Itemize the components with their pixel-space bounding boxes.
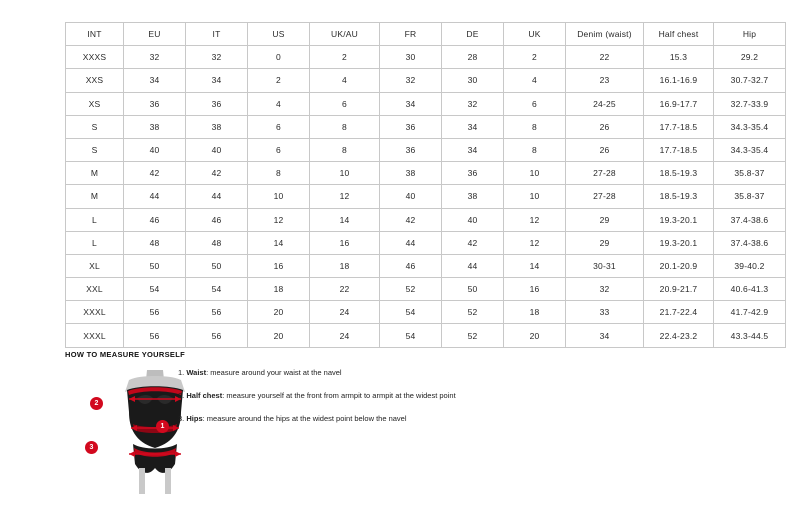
cell-half-chest: 19.3-20.1 xyxy=(644,208,714,231)
table-header-row xyxy=(66,23,786,46)
cell-de: 52 xyxy=(442,301,504,324)
table-row xyxy=(66,46,786,69)
cell-hip: 39-40.2 xyxy=(714,254,786,277)
measure-note-waist xyxy=(178,368,608,377)
cell-us: 6 xyxy=(248,115,310,138)
cell-half-chest: 17.7-18.5 xyxy=(644,138,714,161)
cell-fr: 38 xyxy=(380,162,442,185)
cell-denim-waist: 22 xyxy=(566,46,644,69)
note-text: : measure around the hips at the widest point below the navel xyxy=(202,414,407,423)
cell-fr: 44 xyxy=(380,231,442,254)
cell-eu: 56 xyxy=(124,324,186,347)
table-body xyxy=(66,46,786,347)
cell-hip: 41.7-42.9 xyxy=(714,301,786,324)
cell-ukau: 12 xyxy=(310,185,380,208)
measure-note-hips xyxy=(178,414,608,423)
cell-uk: 10 xyxy=(504,162,566,185)
cell-half-chest: 15.3 xyxy=(644,46,714,69)
cell-ukau: 24 xyxy=(310,324,380,347)
cell-half-chest: 17.7-18.5 xyxy=(644,115,714,138)
cell-fr: 40 xyxy=(380,185,442,208)
table-header xyxy=(66,23,786,46)
cell-de: 30 xyxy=(442,69,504,92)
cell-de: 42 xyxy=(442,231,504,254)
cell-de: 52 xyxy=(442,324,504,347)
table-row xyxy=(66,208,786,231)
cell-eu: 50 xyxy=(124,254,186,277)
cell-us: 10 xyxy=(248,185,310,208)
cell-it: 36 xyxy=(186,92,248,115)
table-row xyxy=(66,162,786,185)
cell-it: 32 xyxy=(186,46,248,69)
cell-ukau: 24 xyxy=(310,301,380,324)
cell-it: 50 xyxy=(186,254,248,277)
cell-uk: 6 xyxy=(504,92,566,115)
cell-int: M xyxy=(66,162,124,185)
note-text: : measure around your waist at the navel xyxy=(206,368,342,377)
cell-int: S xyxy=(66,138,124,161)
cell-us: 8 xyxy=(248,162,310,185)
cell-half-chest: 16.1-16.9 xyxy=(644,69,714,92)
cell-half-chest: 19.3-20.1 xyxy=(644,231,714,254)
cell-int: XXL xyxy=(66,278,124,301)
cell-us: 12 xyxy=(248,208,310,231)
cell-denim-waist: 23 xyxy=(566,69,644,92)
cell-int: XXXS xyxy=(66,46,124,69)
table-row xyxy=(66,231,786,254)
cell-uk: 8 xyxy=(504,138,566,161)
cell-half-chest: 20.9-21.7 xyxy=(644,278,714,301)
size-table-container xyxy=(65,22,769,348)
cell-de: 50 xyxy=(442,278,504,301)
cell-half-chest: 16.9-17.7 xyxy=(644,92,714,115)
cell-hip: 30.7-32.7 xyxy=(714,69,786,92)
cell-eu: 38 xyxy=(124,115,186,138)
note-term: Half chest xyxy=(186,391,223,400)
cell-fr: 34 xyxy=(380,92,442,115)
table-row xyxy=(66,301,786,324)
table-row xyxy=(66,92,786,115)
cell-us: 18 xyxy=(248,278,310,301)
note-text: : measure yourself at the front from armpit to armpit at the widest point xyxy=(222,391,456,400)
cell-ukau: 6 xyxy=(310,92,380,115)
cell-denim-waist: 30-31 xyxy=(566,254,644,277)
cell-int: XXXL xyxy=(66,324,124,347)
table-row xyxy=(66,324,786,347)
cell-int: S xyxy=(66,115,124,138)
size-conversion-table xyxy=(65,22,786,348)
cell-denim-waist: 24-25 xyxy=(566,92,644,115)
how-to-measure-title: HOW TO MEASURE YOURSELF xyxy=(65,350,185,359)
cell-denim-waist: 27-28 xyxy=(566,162,644,185)
column-header-half-chest: Half chest xyxy=(644,23,714,46)
cell-us: 0 xyxy=(248,46,310,69)
cell-half-chest: 20.1-20.9 xyxy=(644,254,714,277)
cell-ukau: 14 xyxy=(310,208,380,231)
cell-int: XXXL xyxy=(66,301,124,324)
table-row xyxy=(66,115,786,138)
cell-it: 38 xyxy=(186,115,248,138)
cell-eu: 48 xyxy=(124,231,186,254)
cell-it: 44 xyxy=(186,185,248,208)
cell-us: 16 xyxy=(248,254,310,277)
cell-de: 32 xyxy=(442,92,504,115)
cell-fr: 30 xyxy=(380,46,442,69)
note-number: 3. xyxy=(178,414,185,423)
column-header-uk: UK xyxy=(504,23,566,46)
cell-int: XXS xyxy=(66,69,124,92)
cell-fr: 54 xyxy=(380,324,442,347)
measure-note-half-chest xyxy=(178,391,608,400)
cell-it: 40 xyxy=(186,138,248,161)
cell-fr: 46 xyxy=(380,254,442,277)
cell-eu: 44 xyxy=(124,185,186,208)
cell-ukau: 10 xyxy=(310,162,380,185)
cell-it: 42 xyxy=(186,162,248,185)
cell-eu: 42 xyxy=(124,162,186,185)
badge-half-chest: 2 xyxy=(90,397,103,410)
cell-hip: 29.2 xyxy=(714,46,786,69)
cell-denim-waist: 29 xyxy=(566,208,644,231)
cell-us: 4 xyxy=(248,92,310,115)
column-header-ukau: UK/AU xyxy=(310,23,380,46)
column-header-fr: FR xyxy=(380,23,442,46)
cell-ukau: 2 xyxy=(310,46,380,69)
cell-de: 28 xyxy=(442,46,504,69)
cell-int: L xyxy=(66,208,124,231)
cell-hip: 40.6-41.3 xyxy=(714,278,786,301)
cell-ukau: 16 xyxy=(310,231,380,254)
cell-int: M xyxy=(66,185,124,208)
note-number: 2. xyxy=(178,391,185,400)
cell-half-chest: 18.5-19.3 xyxy=(644,185,714,208)
cell-uk: 12 xyxy=(504,231,566,254)
cell-fr: 54 xyxy=(380,301,442,324)
cell-int: L xyxy=(66,231,124,254)
cell-hip: 37.4-38.6 xyxy=(714,231,786,254)
cell-hip: 34.3-35.4 xyxy=(714,115,786,138)
note-number: 1. xyxy=(178,368,185,377)
cell-us: 6 xyxy=(248,138,310,161)
cell-eu: 34 xyxy=(124,69,186,92)
cell-hip: 35.8-37 xyxy=(714,162,786,185)
cell-eu: 36 xyxy=(124,92,186,115)
cell-uk: 16 xyxy=(504,278,566,301)
cell-it: 46 xyxy=(186,208,248,231)
measure-notes xyxy=(178,368,608,437)
cell-half-chest: 21.7-22.4 xyxy=(644,301,714,324)
cell-de: 36 xyxy=(442,162,504,185)
cell-de: 44 xyxy=(442,254,504,277)
cell-hip: 35.8-37 xyxy=(714,185,786,208)
badge-hips: 3 xyxy=(85,441,98,454)
cell-half-chest: 18.5-19.3 xyxy=(644,162,714,185)
column-header-eu: EU xyxy=(124,23,186,46)
cell-it: 54 xyxy=(186,278,248,301)
cell-ukau: 4 xyxy=(310,69,380,92)
cell-de: 40 xyxy=(442,208,504,231)
cell-denim-waist: 29 xyxy=(566,231,644,254)
column-header-us: US xyxy=(248,23,310,46)
column-header-it: IT xyxy=(186,23,248,46)
cell-eu: 54 xyxy=(124,278,186,301)
cell-uk: 20 xyxy=(504,324,566,347)
cell-eu: 46 xyxy=(124,208,186,231)
cell-fr: 52 xyxy=(380,278,442,301)
cell-hip: 43.3-44.5 xyxy=(714,324,786,347)
cell-hip: 37.4-38.6 xyxy=(714,208,786,231)
cell-denim-waist: 33 xyxy=(566,301,644,324)
cell-us: 2 xyxy=(248,69,310,92)
cell-uk: 8 xyxy=(504,115,566,138)
note-term: Waist xyxy=(186,368,207,377)
table-row xyxy=(66,185,786,208)
cell-denim-waist: 26 xyxy=(566,115,644,138)
cell-eu: 56 xyxy=(124,301,186,324)
cell-fr: 36 xyxy=(380,115,442,138)
cell-uk: 2 xyxy=(504,46,566,69)
table-row xyxy=(66,138,786,161)
cell-it: 56 xyxy=(186,301,248,324)
cell-denim-waist: 32 xyxy=(566,278,644,301)
column-header-denim-waist: Denim (waist) xyxy=(566,23,644,46)
cell-uk: 14 xyxy=(504,254,566,277)
cell-fr: 36 xyxy=(380,138,442,161)
cell-us: 20 xyxy=(248,324,310,347)
cell-uk: 4 xyxy=(504,69,566,92)
cell-ukau: 18 xyxy=(310,254,380,277)
table-row xyxy=(66,278,786,301)
cell-half-chest: 22.4-23.2 xyxy=(644,324,714,347)
cell-eu: 40 xyxy=(124,138,186,161)
cell-it: 48 xyxy=(186,231,248,254)
column-header-de: DE xyxy=(442,23,504,46)
badge-waist: 1 xyxy=(156,420,169,433)
cell-denim-waist: 26 xyxy=(566,138,644,161)
table-row xyxy=(66,254,786,277)
column-header-int: INT xyxy=(66,23,124,46)
cell-uk: 18 xyxy=(504,301,566,324)
cell-denim-waist: 34 xyxy=(566,324,644,347)
cell-ukau: 8 xyxy=(310,138,380,161)
cell-int: XL xyxy=(66,254,124,277)
cell-de: 34 xyxy=(442,115,504,138)
cell-it: 34 xyxy=(186,69,248,92)
cell-uk: 10 xyxy=(504,185,566,208)
column-header-hip: Hip xyxy=(714,23,786,46)
cell-fr: 42 xyxy=(380,208,442,231)
cell-ukau: 22 xyxy=(310,278,380,301)
cell-de: 38 xyxy=(442,185,504,208)
cell-eu: 32 xyxy=(124,46,186,69)
cell-hip: 32.7-33.9 xyxy=(714,92,786,115)
cell-denim-waist: 27-28 xyxy=(566,185,644,208)
cell-int: XS xyxy=(66,92,124,115)
cell-us: 20 xyxy=(248,301,310,324)
cell-ukau: 8 xyxy=(310,115,380,138)
cell-us: 14 xyxy=(248,231,310,254)
cell-hip: 34.3-35.4 xyxy=(714,138,786,161)
cell-it: 56 xyxy=(186,324,248,347)
cell-de: 34 xyxy=(442,138,504,161)
cell-fr: 32 xyxy=(380,69,442,92)
table-row xyxy=(66,69,786,92)
cell-uk: 12 xyxy=(504,208,566,231)
note-term: Hips xyxy=(186,414,203,423)
